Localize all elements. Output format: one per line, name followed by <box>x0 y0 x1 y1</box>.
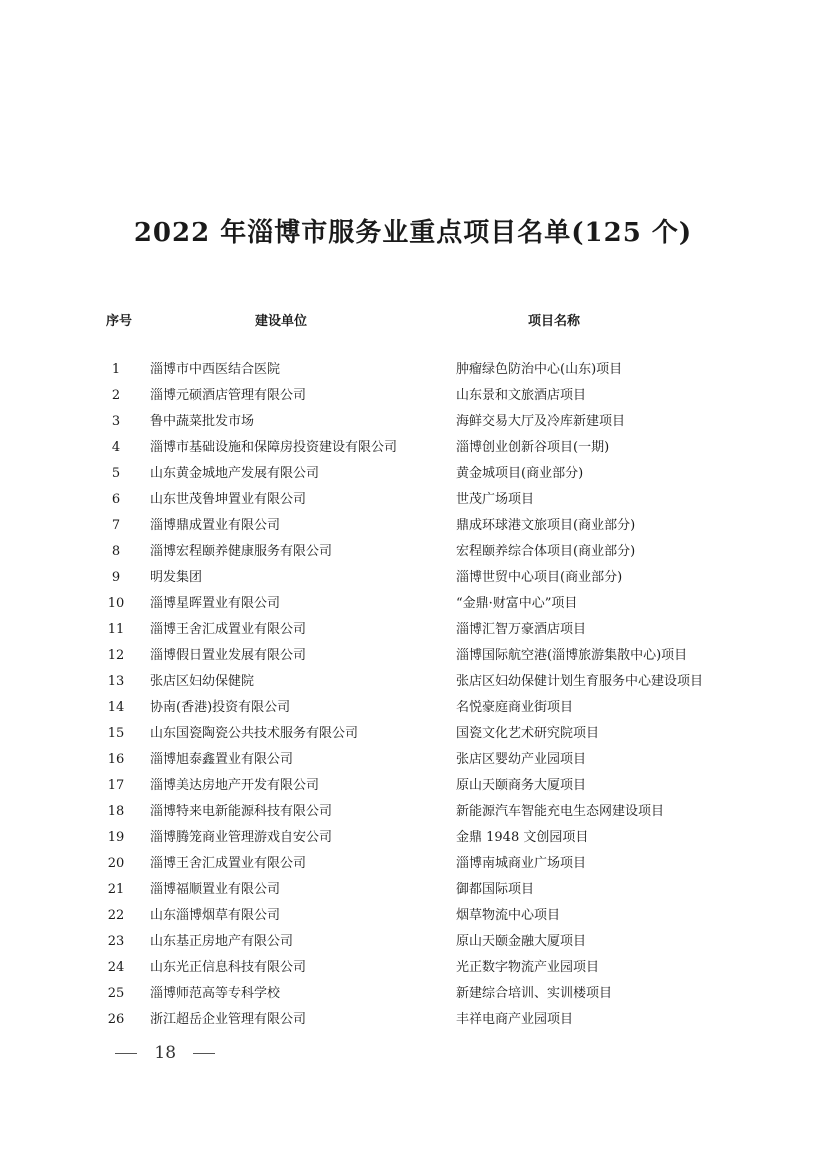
row-project: 原山天颐商务大厦项目 <box>456 778 587 793</box>
column-header-seq: 序号 <box>106 314 133 329</box>
row-seq: 15 <box>107 726 125 741</box>
row-project: 名悦豪庭商业街项目 <box>456 700 574 715</box>
row-unit: 山东基正房地产有限公司 <box>150 934 294 949</box>
table-row <box>0 747 826 773</box>
row-project: 肿瘤绿色防治中心(山东)项目 <box>456 362 623 377</box>
row-unit: 山东国瓷陶瓷公共技术服务有限公司 <box>150 726 359 741</box>
row-seq: 9 <box>111 570 121 585</box>
row-seq: 25 <box>107 986 125 1001</box>
row-project: 宏程颐养综合体项目(商业部分) <box>456 544 636 559</box>
row-unit: 山东黄金城地产发展有限公司 <box>150 466 320 481</box>
table-row <box>0 461 826 487</box>
page-title: 2022 年淄博市服务业重点项目名单(125 个) <box>133 218 693 248</box>
table-row <box>0 539 826 565</box>
row-seq: 12 <box>107 648 125 663</box>
row-unit: 山东光正信息科技有限公司 <box>150 960 307 975</box>
table-row <box>0 487 826 513</box>
row-seq: 3 <box>111 414 121 429</box>
table-row <box>0 877 826 903</box>
table-row <box>0 721 826 747</box>
row-project: 国瓷文化艺术研究院项目 <box>456 726 600 741</box>
row-project: 海鲜交易大厅及冷库新建项目 <box>456 414 626 429</box>
table-row <box>0 799 826 825</box>
table-row <box>0 955 826 981</box>
row-seq: 13 <box>107 674 125 689</box>
column-header-project: 项目名称 <box>528 314 581 329</box>
column-header-unit: 建设单位 <box>255 314 308 329</box>
row-unit: 淄博市基础设施和保障房投资建设有限公司 <box>150 440 398 455</box>
table-row <box>0 643 826 669</box>
table-row <box>0 383 826 409</box>
row-seq: 16 <box>107 752 125 767</box>
row-seq: 8 <box>111 544 121 559</box>
row-project: 淄博汇智万豪酒店项目 <box>456 622 587 637</box>
row-project: 张店区婴幼产业园项目 <box>456 752 587 767</box>
row-unit: 山东世茂鲁坤置业有限公司 <box>150 492 307 507</box>
row-project: 世茂广场项目 <box>456 492 535 507</box>
row-project: 金鼎 1948 文创园项目 <box>456 830 589 845</box>
table-row <box>0 1007 826 1033</box>
row-seq: 21 <box>107 882 125 897</box>
row-project: 新能源汽车智能充电生态网建设项目 <box>456 804 665 819</box>
row-unit: 淄博星晖置业有限公司 <box>150 596 281 611</box>
row-project: 张店区妇幼保健计划生育服务中心建设项目 <box>456 674 704 689</box>
row-unit: 张店区妇幼保健院 <box>150 674 255 689</box>
row-seq: 4 <box>111 440 121 455</box>
row-unit: 山东淄博烟草有限公司 <box>150 908 281 923</box>
row-project: 鼎成环球港文旅项目(商业部分) <box>456 518 636 533</box>
table-row <box>0 513 826 539</box>
row-unit: 淄博腾笼商业管理游戏自安公司 <box>150 830 333 845</box>
row-unit: 淄博鼎成置业有限公司 <box>150 518 281 533</box>
table-row <box>0 669 826 695</box>
table-row <box>0 929 826 955</box>
row-unit: 明发集团 <box>150 570 203 585</box>
table-row <box>0 409 826 435</box>
row-project: 黄金城项目(商业部分) <box>456 466 584 481</box>
row-project: 光正数字物流产业园项目 <box>456 960 600 975</box>
row-unit: 淄博旭泰鑫置业有限公司 <box>150 752 294 767</box>
row-unit: 淄博福顺置业有限公司 <box>150 882 281 897</box>
row-seq: 24 <box>107 960 125 975</box>
row-unit: 协南(香港)投资有限公司 <box>150 700 291 715</box>
row-seq: 1 <box>111 362 121 377</box>
row-project: 烟草物流中心项目 <box>456 908 561 923</box>
row-project: 新建综合培训、实训楼项目 <box>456 986 613 1001</box>
row-seq: 20 <box>107 856 125 871</box>
row-seq: 22 <box>107 908 125 923</box>
row-project: 丰祥电商产业园项目 <box>456 1012 574 1027</box>
row-project: “金鼎·财富中心”项目 <box>456 596 578 611</box>
row-project: 山东景和文旅酒店项目 <box>456 388 587 403</box>
row-unit: 淄博元硕酒店管理有限公司 <box>150 388 307 403</box>
row-unit: 淄博王舍汇成置业有限公司 <box>150 856 307 871</box>
table-row <box>0 773 826 799</box>
row-seq: 19 <box>107 830 125 845</box>
table-row <box>0 825 826 851</box>
row-project: 淄博创业创新谷项目(一期) <box>456 440 610 455</box>
table-row <box>0 591 826 617</box>
row-unit: 淄博市中西医结合医院 <box>150 362 281 377</box>
row-unit: 淄博特来电新能源科技有限公司 <box>150 804 333 819</box>
table-row <box>0 617 826 643</box>
page-footer <box>115 1043 215 1063</box>
row-unit: 淄博假日置业发展有限公司 <box>150 648 307 663</box>
table-row <box>0 981 826 1007</box>
footer-dash-left <box>115 1053 137 1054</box>
page-number: 18 <box>154 1043 177 1063</box>
row-project: 原山天颐金融大厦项目 <box>456 934 587 949</box>
row-unit: 浙江超岳企业管理有限公司 <box>150 1012 307 1027</box>
row-unit: 鲁中蔬菜批发市场 <box>150 414 255 429</box>
row-seq: 10 <box>107 596 125 611</box>
table-row <box>0 903 826 929</box>
row-unit: 淄博王舍汇成置业有限公司 <box>150 622 307 637</box>
project-table <box>0 357 826 1033</box>
row-seq: 17 <box>107 778 125 793</box>
row-seq: 23 <box>107 934 125 949</box>
table-row <box>0 695 826 721</box>
row-seq: 2 <box>111 388 121 403</box>
table-row <box>0 357 826 383</box>
row-unit: 淄博宏程颐养健康服务有限公司 <box>150 544 333 559</box>
row-seq: 6 <box>111 492 121 507</box>
table-row <box>0 565 826 591</box>
row-seq: 26 <box>107 1012 125 1027</box>
row-unit: 淄博师范高等专科学校 <box>150 986 281 1001</box>
row-seq: 5 <box>111 466 121 481</box>
row-project: 御都国际项目 <box>456 882 535 897</box>
footer-dash-right <box>193 1053 215 1054</box>
row-unit: 淄博美达房地产开发有限公司 <box>150 778 320 793</box>
row-project: 淄博国际航空港(淄博旅游集散中心)项目 <box>456 648 688 663</box>
table-row <box>0 851 826 877</box>
row-seq: 18 <box>107 804 125 819</box>
row-project: 淄博世贸中心项目(商业部分) <box>456 570 623 585</box>
row-seq: 7 <box>111 518 121 533</box>
row-seq: 11 <box>107 622 125 637</box>
row-seq: 14 <box>107 700 125 715</box>
row-project: 淄博南城商业广场项目 <box>456 856 587 871</box>
table-row <box>0 435 826 461</box>
